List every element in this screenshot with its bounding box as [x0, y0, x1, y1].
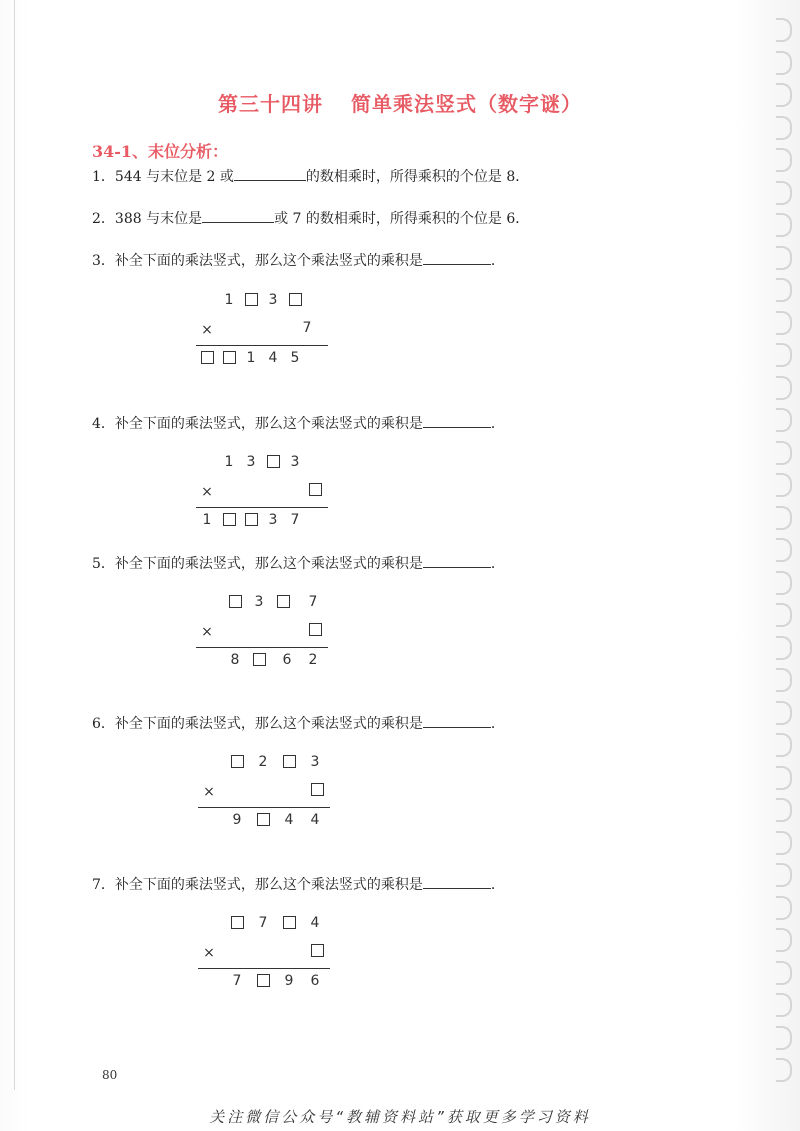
multiplication-puzzle-4 [198, 752, 338, 842]
multiplier-cell [306, 780, 328, 800]
binding-ring [776, 798, 792, 822]
digit-cell: 3 [268, 292, 278, 308]
binding-ring [776, 961, 792, 985]
digit-cell [226, 913, 248, 933]
digit-cell [240, 510, 262, 530]
question-text-after: ． [490, 716, 505, 732]
digit-cell: 6 [282, 652, 292, 668]
binding-ring [776, 343, 792, 367]
result-line [198, 968, 330, 969]
binding-ring [776, 993, 792, 1017]
multiplication-puzzle-2 [196, 452, 336, 542]
question-text-before: 补全下面的乘法竖式，那么这个乘法竖式的乘积是 [114, 253, 423, 269]
digit-cell: 7 [232, 973, 242, 989]
question-text-before: 补全下面的乘法竖式，那么这个乘法竖式的乘积是 [114, 716, 423, 732]
question-text-before: 补全下面的乘法竖式，那么这个乘法竖式的乘积是 [114, 877, 423, 893]
binding-ring [776, 733, 792, 757]
binding-ring [776, 116, 792, 140]
result-line [198, 807, 330, 808]
page-title [0, 88, 800, 117]
result-line [196, 507, 328, 508]
digit-cell: 3 [268, 512, 278, 528]
digit-cell: 3 [310, 754, 320, 770]
digit-cell [226, 752, 248, 772]
digit-cell [240, 290, 262, 310]
answer-blank[interactable] [234, 168, 306, 181]
binding-ring [776, 441, 792, 465]
times-sign: × [201, 322, 213, 338]
digit-cell [262, 452, 284, 472]
multiplication-puzzle-5 [198, 913, 338, 1003]
binding-ring [776, 668, 792, 692]
answer-blank[interactable] [202, 210, 274, 223]
binding-ring [776, 896, 792, 920]
question-text-before: 544 与末位是 2 或 [114, 169, 234, 185]
binding-ring [776, 538, 792, 562]
multiplication-puzzle-3 [196, 592, 336, 682]
digit-cell: 1 [224, 292, 234, 308]
binding-ring [776, 311, 792, 335]
question-text-after: ． [490, 877, 505, 893]
times-sign: × [201, 624, 213, 640]
answer-blank[interactable] [423, 415, 491, 428]
digit-cell: 4 [284, 812, 294, 828]
question-1 [92, 166, 529, 186]
digit-cell [252, 810, 274, 830]
binding-ring [776, 1058, 792, 1082]
digit-cell [278, 752, 300, 772]
question-number: 2． [92, 211, 115, 227]
digit-cell: 3 [290, 454, 300, 470]
digit-cell [284, 290, 306, 310]
answer-blank[interactable] [423, 252, 491, 265]
question-text-after: 或 7 的数相乘时，所得乘积的个位是 6． [274, 211, 530, 227]
digit-cell: 7 [258, 915, 268, 931]
page-edge-line [14, 0, 15, 1090]
spiral-binding [770, 18, 800, 1098]
footer-note: 关注微信公众号“教辅资料站”获取更多学习资料 [209, 1108, 591, 1126]
binding-ring [776, 863, 792, 887]
question-number: 3． [92, 253, 115, 269]
result-line [196, 345, 328, 346]
digit-cell: 4 [268, 350, 278, 366]
digit-cell: 2 [258, 754, 268, 770]
times-sign: × [203, 945, 215, 961]
digit-cell [224, 592, 246, 612]
times-sign: × [203, 784, 215, 800]
question-number: 6． [92, 716, 115, 732]
digit-cell [278, 913, 300, 933]
question-5 [92, 553, 505, 573]
digit-cell: 4 [310, 812, 320, 828]
question-text-after: ． [490, 253, 505, 269]
binding-ring [776, 148, 792, 172]
multiplier-cell: 7 [302, 320, 312, 336]
binding-ring [776, 213, 792, 237]
question-number: 4． [92, 416, 115, 432]
binding-ring [776, 636, 792, 660]
question-6 [92, 713, 505, 733]
question-text-after: ． [490, 556, 505, 572]
digit-cell: 2 [308, 652, 318, 668]
title-topic: 简单乘法竖式（数字谜） [351, 92, 582, 116]
binding-ring [776, 51, 792, 75]
digit-cell: 4 [310, 915, 320, 931]
binding-ring [776, 701, 792, 725]
multiplication-puzzle-1 [196, 290, 336, 380]
digit-cell: 9 [284, 973, 294, 989]
digit-cell [272, 592, 294, 612]
question-text-after: 的数相乘时，所得乘积的个位是 8． [305, 169, 530, 185]
question-number: 5． [92, 556, 115, 572]
question-3 [92, 250, 505, 270]
binding-ring [776, 473, 792, 497]
question-text-before: 补全下面的乘法竖式，那么这个乘法竖式的乘积是 [114, 556, 423, 572]
binding-ring [776, 246, 792, 270]
question-text-before: 补全下面的乘法竖式，那么这个乘法竖式的乘积是 [114, 416, 423, 432]
digit-cell: 6 [310, 973, 320, 989]
section-heading: 34-1、末位分析： [92, 142, 229, 161]
question-text-after: ． [490, 416, 505, 432]
binding-ring [776, 571, 792, 595]
question-number: 1． [92, 169, 115, 185]
binding-ring [776, 408, 792, 432]
answer-blank[interactable] [423, 876, 491, 889]
result-line [196, 647, 328, 648]
question-7 [92, 874, 505, 894]
answer-blank[interactable] [423, 555, 491, 568]
question-4 [92, 413, 505, 433]
multiplier-cell [304, 480, 326, 500]
question-number: 7． [92, 877, 115, 893]
question-text-before: 388 与末位是 [114, 211, 203, 227]
digit-cell [252, 971, 274, 991]
binding-ring [776, 506, 792, 530]
digit-cell: 7 [290, 512, 300, 528]
times-sign: × [201, 484, 213, 500]
question-2 [92, 208, 529, 228]
digit-cell: 1 [246, 350, 256, 366]
digit-cell: 1 [224, 454, 234, 470]
binding-ring [776, 18, 792, 42]
multiplier-cell [306, 941, 328, 961]
digit-cell: 9 [232, 812, 242, 828]
binding-ring [776, 831, 792, 855]
digit-cell: 3 [254, 594, 264, 610]
digit-cell: 7 [308, 594, 318, 610]
binding-ring [776, 278, 792, 302]
binding-ring [776, 603, 792, 627]
digit-cell [218, 510, 240, 530]
digit-cell: 3 [246, 454, 256, 470]
binding-ring [776, 376, 792, 400]
binding-ring [776, 181, 792, 205]
digit-cell [196, 348, 218, 368]
binding-ring [776, 1026, 792, 1050]
multiplier-cell [304, 620, 326, 640]
answer-blank[interactable] [423, 715, 491, 728]
digit-cell: 5 [290, 350, 300, 366]
binding-ring [776, 928, 792, 952]
digit-cell [248, 650, 270, 670]
digit-cell [218, 348, 240, 368]
binding-ring [776, 766, 792, 790]
title-lecture: 第三十四讲 [218, 92, 323, 116]
page-number: 80 [102, 1068, 118, 1082]
digit-cell: 1 [202, 512, 212, 528]
digit-cell: 8 [230, 652, 240, 668]
